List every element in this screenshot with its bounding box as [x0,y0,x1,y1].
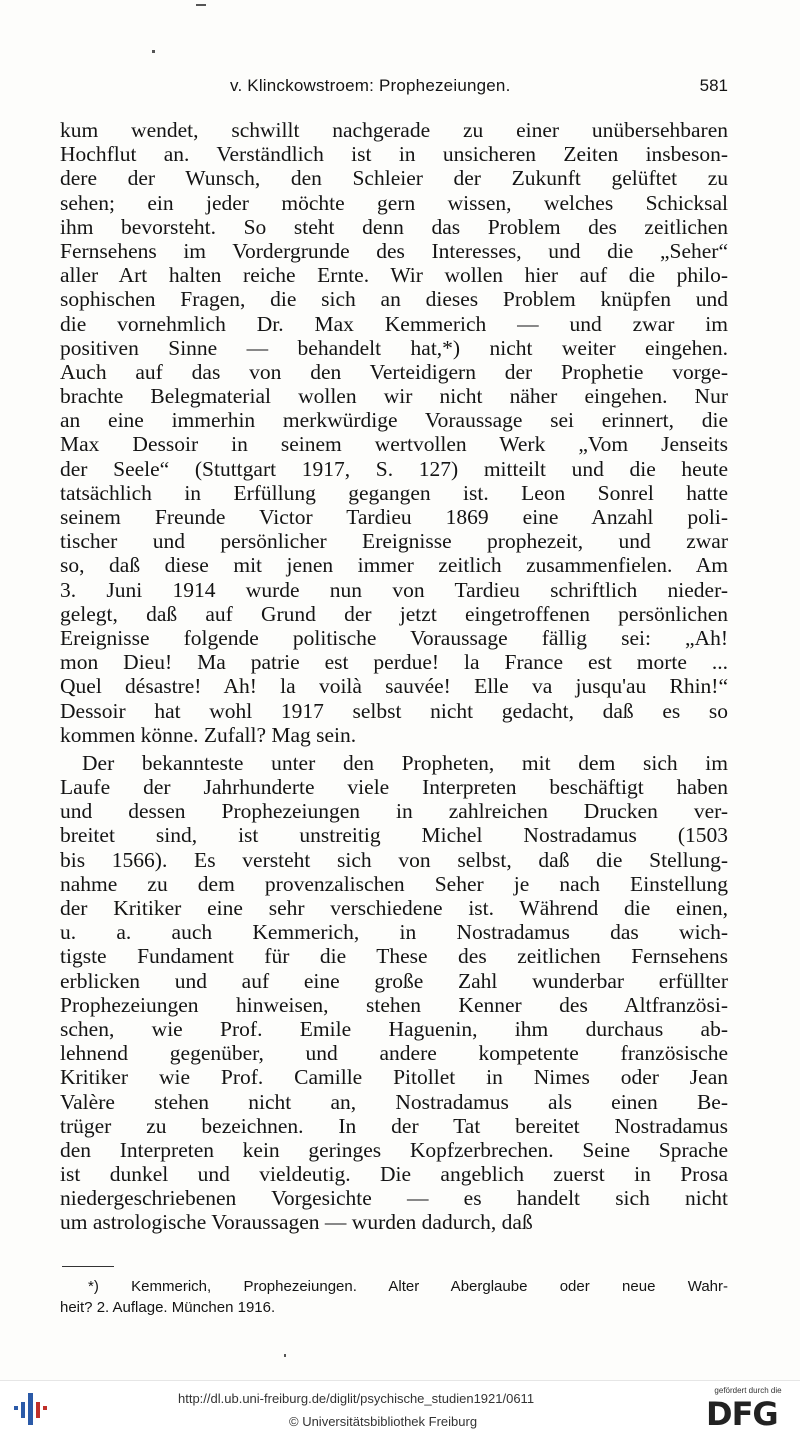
footnote-line: heit? 2. Auflage. München 1916. [60,1299,276,1316]
text-line: mon Dieu! Ma patrie est perdue! la France est morte ... [60,650,728,675]
dfg-logo[interactable] [704,1386,792,1432]
text-line: Kritiker wie Prof. Camille Pitollet in Nimes oder Jean [60,1065,728,1090]
text-line: brachte Belegmaterial wollen wir nicht näher eingehen. Nur [60,384,728,409]
text-line: lehnend gegenüber, und andere kompetente französische [60,1041,728,1066]
page-number: 581 [699,76,728,95]
copyright-notice: © Universitätsbibliothek Freiburg [289,1414,478,1429]
text-line: Laufe der Jahrhunderte viele Interpreten beschäftigt haben [60,775,728,800]
text-line: gelegt, daß auf Grund der jetzt eingetroffenen persönlichen [60,601,728,626]
permalink-url[interactable]: http://dl.ub.uni-freiburg.de/diglit/psychische_studien1921/0611 [178,1391,535,1406]
text-line: Dessoir hat wohl 1917 selbst nicht gedacht, daß es so [60,698,728,723]
dfg-logo-text: DFG [706,1395,778,1433]
text-line: schen, wie Prof. Emile Haguenin, ihm durchaus ab- [60,1016,728,1041]
text-line: bis 1566). Es versteht sich von selbst, daß die Stellung- [60,847,728,872]
text-line: trüger zu bezeichnen. In der Tat bereitet Nostradamus [60,1113,728,1138]
text-line: Max Dessoir in seinem wertvollen Werk „Vom Jenseits [60,432,728,457]
paragraph [60,751,728,1235]
text-line: Valère stehen nicht an, Nostradamus als einen Be- [60,1089,728,1114]
text-line: breitet sind, ist unstreitig Michel Nostradamus (1503 [60,823,728,848]
running-head-title: v. Klinckowstroem: Prophezeiungen. [230,76,511,95]
running-head [60,76,728,102]
text-line: sophischen Fragen, die sich an dieses Problem knüpfen und [60,287,728,312]
text-line: die vornehmlich Dr. Max Kemmerich — und zwar im [60,311,728,336]
text-line: so, daß diese mit jenen immer zeitlich zusammenfielen. Am [60,553,728,578]
digital-library-logo-icon [10,1389,54,1429]
viewer-footer [0,1380,800,1436]
text-line: dere der Wunsch, den Schleier der Zukunft gelüftet zu [60,166,728,191]
text-line: positiven Sinne — behandelt hat,*) nicht weiter eingehen. [60,335,728,360]
text-line: Quel désastre! Ah! la voilà sauvée! Elle va jusqu'au Rhin!“ [60,674,728,699]
text-line: u. a. auch Kemmerich, in Nostradamus das wich- [60,920,728,945]
text-line: seinem Freunde Victor Tardieu 1869 eine Anzahl poli- [60,505,728,529]
text-line: kommen könne. Zufall? Mag sein. [60,722,357,747]
text-line: niedergeschriebenen Vorgesichte — es handelt sich nicht [60,1186,728,1211]
text-line: tigste Fundament für die These des zeitlichen Fernsehens [60,944,728,969]
text-line: 3. Juni 1914 wurde nun von Tardieu schriftlich nieder- [60,577,728,602]
dfg-tagline: gefördert durch die [714,1386,782,1395]
text-line: ist dunkel und vieldeutig. Die angeblich zuerst in Prosa [60,1162,728,1187]
text-line: sehen; ein jeder möchte gern wissen, welches Schicksal [60,190,728,215]
footnote [60,1276,728,1318]
text-line: aller Art halten reiche Ernte. Wir wollen hier auf die philo- [60,263,728,288]
text-line: den Interpreten kein geringes Kopfzerbrechen. Seine Sprache [60,1137,728,1162]
text-line: erblicken und auf eine große Zahl wunderbar erfüllter [60,968,728,993]
text-line: an eine immerhin merkwürdige Voraussage sei erinnert, die [60,408,728,433]
text-line: der Kritiker eine sehr verschiedene ist. Während die einen, [60,896,728,920]
paragraph [60,118,728,747]
text-line: ihm bevorsteht. So steht denn das Problem des zeitlichen [60,214,728,239]
text-line: Hochflut an. Verständlich ist in unsicheren Zeiten insbeson- [60,142,728,167]
text-line: Prophezeiungen hinweisen, stehen Kenner des Altfranzösi- [60,992,728,1017]
text-line: Fernsehens im Vordergrunde des Interesses, und die „Seher“ [60,238,728,263]
body-text [60,118,728,1235]
text-line: tischer und persönlicher Ereignisse prophezeit, und zwar [60,529,728,554]
text-line: tatsächlich in Erfüllung gegangen ist. Leon Sonrel hatte [60,480,728,505]
text-line: Ereignisse folgende politische Voraussage fällig sei: „Ah! [60,625,728,650]
text-line: Auch auf das von den Verteidigern der Prophetie vorge- [60,359,728,384]
footnote-rule [62,1266,114,1267]
text-line: nahme zu dem provenzalischen Seher je nach Einstellung [60,871,728,896]
text-line: um astrologische Voraussagen — wurden dadurch, daß [60,1210,533,1235]
footnote-line: *) Kemmerich, Prophezeiungen. Alter Aberglaube oder neue Wahr- [88,1278,728,1295]
text-line: kum wendet, schwillt nachgerade zu einer unübersehbaren [60,118,728,142]
text-line: der Seele“ (Stuttgart 1917, S. 127) mitteilt und die heute [60,456,728,481]
text-line: Der bekannteste unter den Propheten, mit dem sich im [82,750,728,775]
text-line: und dessen Prophezeiungen in zahlreichen Drucken ver- [60,799,728,824]
